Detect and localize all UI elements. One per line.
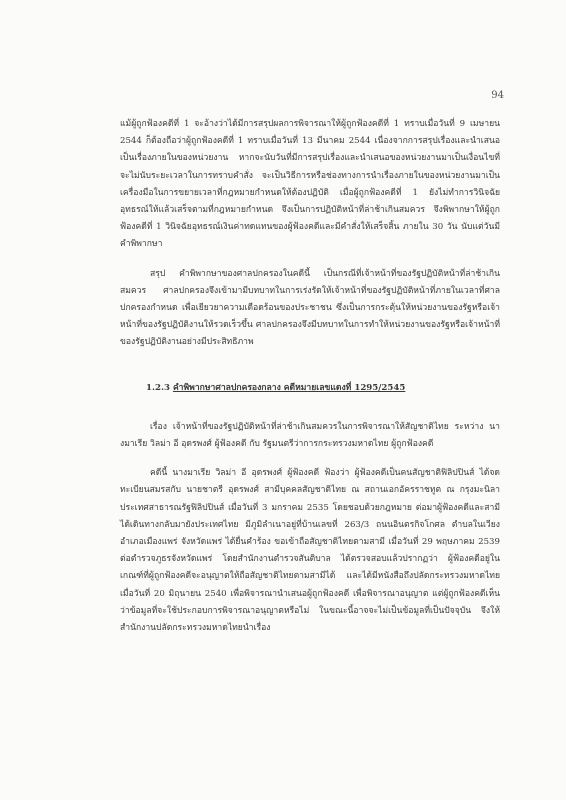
paragraph-case-subject: เรื่อง เจ้าหน้าที่ของรัฐปฏิบัติหน้าที่ล่าช้าเกินสมควรในการพิจารณาให้สัญชาติไทย ระหว่าง นางมาเรีย วิลม่า อี อุดรพงศ์ ผู้ฟ้องคดี กับ รัฐมนตรีว่าการกระทรวงมหาดไทย ผู้ถูกฟ้องคดี [120,421,500,450]
page-number: 94 [491,90,504,101]
section-heading [120,380,500,397]
section-number: 1.2.3 [146,382,170,393]
paragraph-summary: สรุป คำพิพากษาของศาลปกครองในคดีนี้ เป็นกรณีที่เจ้าหน้าที่ของรัฐปฏิบัติหน้าที่ล่าช้าเกินสมควร ศาลปกครองจึงเข้ามามีบทบาทในการเร่งรัดให้เจ้าหน้าที่ของรัฐปฏิบัติหน้าที่ภายในเวลาที่ศาลปกครองกำหนด เพื่อเยียวยาความเดือดร้อนของประชาชน ซึ่งเป็นการกระตุ้นให้หน่วยงานของรัฐหรือเจ้าหน้าที่ของรัฐปฏิบัติงานให้รวดเร็วขึ้น ศาลปกครองจึงมีบทบาทในการทำให้หน่วยงานของรัฐหรือเจ้าหน้าที่ของรัฐปฏิบัติงานอย่างมีประสิทธิภาพ [120,268,500,348]
paragraph-judgment-continuation: แม้ผู้ถูกฟ้องคดีที่ 1 จะอ้างว่าได้มีการสรุปผลการพิจารณาให้ผู้ถูกฟ้องคดีที่ 1 ทราบเมื่อวันที่ 9 เมษายน 2544 ก็ต้องถือว่าผู้ถูกฟ้องคดีที่ 1 ทราบเมื่อวันที่ 13 มีนาคม 2544 เนื่องจากการสรุปเรื่องและนำเสนอเป็นเรื่องภายในของหน่วยงาน หากจะนับวันที่มีการสรุปเรื่องและนำเสนอของหน่วยงานมาเป็นเงื่อนไขที่จะไม่นับระยะเวลาในการทราบคำสั่ง จะเป็นวิธีการหรือช่องทางการนำเรื่องภายในของหน่วยงานมาเป็นเครื่องมือในการขยายเวลาที่กฎหมายกำหนดให้ต้องปฏิบัติ เมื่อผู้ถูกฟ้องคดีที่ 1 ยังไม่ทำการวินิจฉัยอุทธรณ์ให้แล้วเสร็จตามที่กฎหมายกำหนด จึงเป็นการปฏิบัติหน้าที่ล่าช้าเกินสมควร จึงพิพากษาให้ผู้ถูกฟ้องคดีที่ 1 วินิจฉัยอุทธรณ์เงินค่าทดแทนของผู้ฟ้องคดีและมีคำสั่งให้เสร็จสิ้น ภายใน 30 วัน นับแต่วันมีคำพิพากษา [120,119,500,250]
document-body [120,116,500,649]
paragraph-case-facts: คดีนี้ นางมาเรีย วิลม่า อี อุดรพงศ์ ผู้ฟ้องคดี ฟ้องว่า ผู้ฟ้องคดีเป็นคนสัญชาติฟิลิปปินส์ ได้จดทะเบียนสมรสกับ นายชาตรี อุดรพงศ์ สามีบุคคลสัญชาติไทย ณ สถานเอกอัครราชทูต ณ กรุงมะนิลา ประเทศสาธารณรัฐฟิลิปปินส์ เมื่อวันที่ 3 มกราคม 2535 โดยชอบด้วยกฎหมาย ต่อมาผู้ฟ้องคดีและสามีได้เดินทางกลับมายังประเทศไทย มีภูมิลำเนาอยู่ที่บ้านเลขที่ 263/3 ถนนอินตรกิจโกศล ตำบลในเวียง อำเภอเมืองแพร่ จังหวัดแพร่ ได้ยื่นคำร้อง ขอเข้าถือสัญชาติไทยตามสามี เมื่อวันที่ 29 พฤษภาคม 2539 ต่อตำรวจภูธรจังหวัดแพร่ โดยสำนักงานตำรวจสันติบาล ได้ตรวจสอบแล้วปรากฏว่า ผู้ฟ้องคดีอยู่ในเกณฑ์ที่ผู้ถูกฟ้องคดีจะอนุญาตให้ถือสัญชาติไทยตามสามีได้ และได้มีหนังสือถึงปลัดกระทรวงมหาดไทย เมื่อวันที่ 20 มิถุนายน 2540 เพื่อพิจารณานำเสนอผู้ถูกฟ้องคดี เพื่อพิจารณาอนุญาต แต่ผู้ถูกฟ้องคดีเห็นว่าข้อมูลที่จะใช้ประกอบการพิจารณาอนุญาตหรือไม่ ในขณะนี้อาจจะไม่เป็นข้อมูลที่เป็นปัจจุบัน จึงให้สำนักงานปลัดกระทรวงมหาดไทยนำเรื่อง [120,468,500,634]
section-title: คำพิพากษาศาลปกครองกลาง คดีหมายเลขแดงที่ 1295/2545 [172,382,406,393]
